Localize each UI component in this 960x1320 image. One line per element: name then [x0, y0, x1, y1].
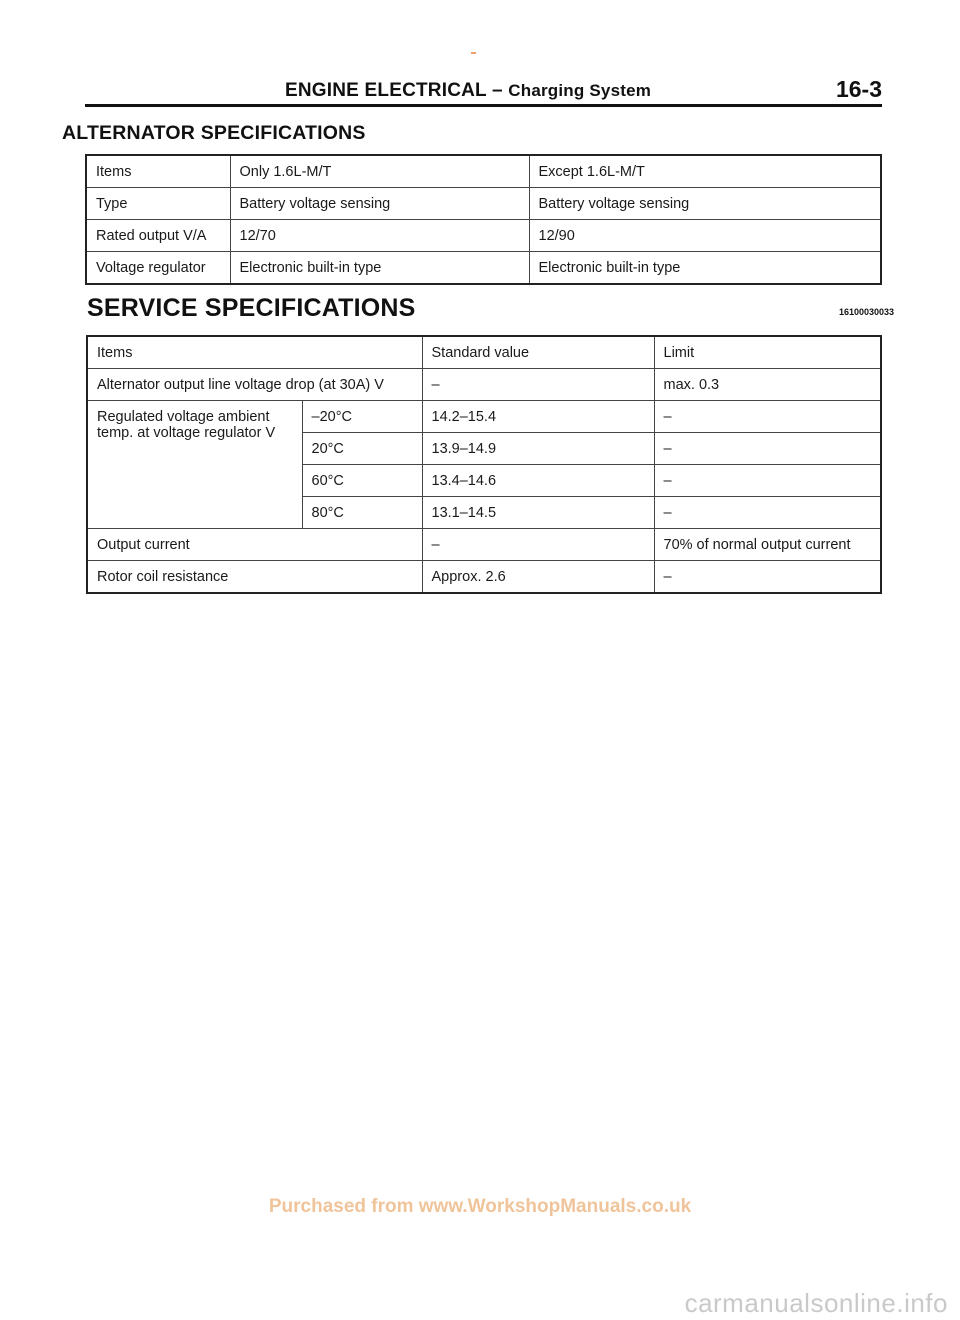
table-cell: – [654, 401, 881, 433]
table-cell: Items [86, 155, 230, 188]
table-cell: Standard value [422, 336, 654, 369]
purchase-watermark: Purchased from www.WorkshopManuals.co.uk [268, 1196, 692, 1217]
table-row [86, 155, 881, 188]
table-cell: – [654, 497, 881, 529]
page-header [85, 76, 882, 107]
table-cell: Limit [654, 336, 881, 369]
table-row [87, 369, 881, 401]
site-watermark: carmanualsonline.info [684, 1288, 948, 1318]
table-cell: Approx. 2.6 [422, 561, 654, 594]
table-cell: 14.2–15.4 [422, 401, 654, 433]
table-cell: 80°C [302, 497, 422, 529]
table-row [86, 220, 881, 252]
table-row [86, 188, 881, 220]
table-cell: – [654, 433, 881, 465]
table-row [87, 401, 881, 433]
page-number: 16-3 [835, 76, 882, 102]
table-cell: Items [87, 336, 422, 369]
table-cell: Alternator output line voltage drop (at 30A) V [87, 369, 422, 401]
table-cell: 60°C [302, 465, 422, 497]
table-cell: 20°C [302, 433, 422, 465]
table-cell: 12/70 [230, 220, 529, 252]
table-cell: – [654, 465, 881, 497]
scan-mark [471, 52, 476, 54]
table-cell: – [422, 369, 654, 401]
table-cell: Electronic built-in type [529, 252, 881, 285]
table-cell: Type [86, 188, 230, 220]
table-cell: Electronic built-in type [230, 252, 529, 285]
page-title [285, 80, 651, 102]
table-cell: 13.9–14.9 [422, 433, 654, 465]
table-row [87, 336, 881, 369]
table-cell: –20°C [302, 401, 422, 433]
table-cell: Output current [87, 529, 422, 561]
table-cell: 12/90 [529, 220, 881, 252]
table-cell: Voltage regulator [86, 252, 230, 285]
table-cell: max. 0.3 [654, 369, 881, 401]
table-cell: Except 1.6L-M/T [529, 155, 881, 188]
document-id: 16100030033 [838, 307, 894, 317]
table-cell: – [422, 529, 654, 561]
table-cell: Battery voltage sensing [529, 188, 881, 220]
table-cell: Only 1.6L-M/T [230, 155, 529, 188]
service-table [86, 335, 882, 594]
table-cell: 70% of normal output current [654, 529, 881, 561]
service-heading: SERVICE SPECIFICATIONS [87, 294, 416, 322]
table-cell: – [654, 561, 881, 594]
table-cell: Regulated voltage ambient temp. at voltage regulator V [87, 401, 302, 529]
section-title: ENGINE ELECTRICAL [285, 80, 487, 101]
section-subtitle: Charging System [508, 81, 652, 100]
alternator-table [85, 154, 882, 285]
table-cell: Rotor coil resistance [87, 561, 422, 594]
table-cell: 13.4–14.6 [422, 465, 654, 497]
table-cell: Battery voltage sensing [230, 188, 529, 220]
table-row [87, 561, 881, 594]
table-row [87, 529, 881, 561]
table-cell: 13.1–14.5 [422, 497, 654, 529]
title-separator: – [492, 80, 503, 101]
table-cell: Rated output V/A [86, 220, 230, 252]
table-row [86, 252, 881, 285]
alternator-heading: ALTERNATOR SPECIFICATIONS [62, 122, 366, 144]
